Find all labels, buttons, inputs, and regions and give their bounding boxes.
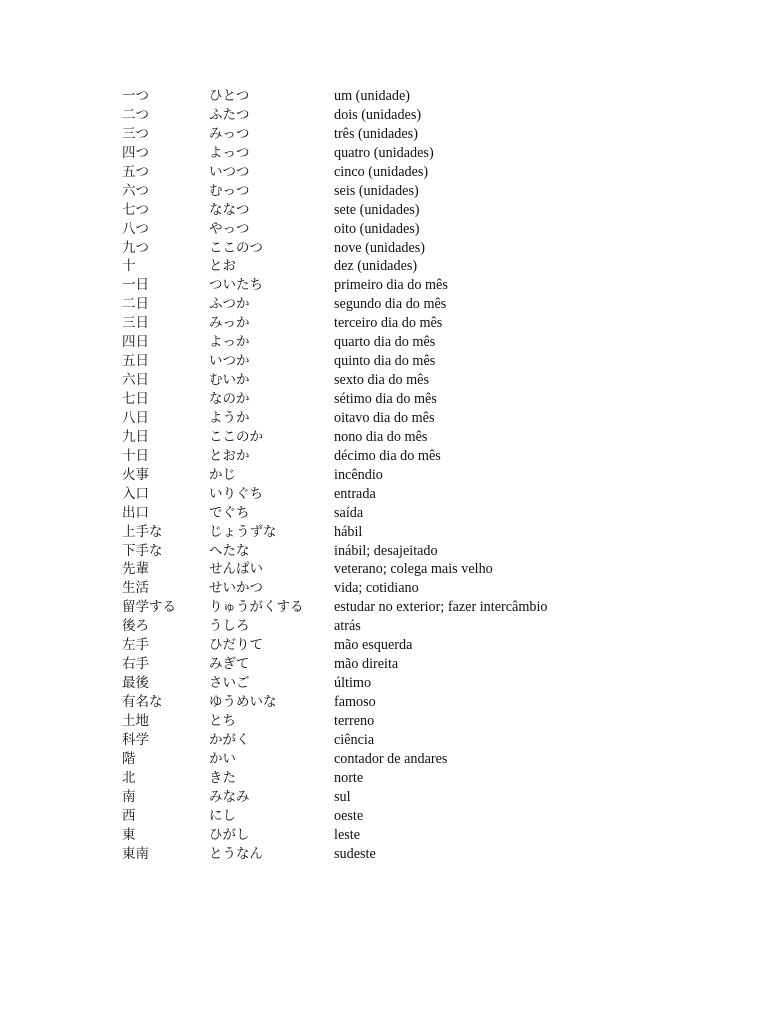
portuguese-meaning: sexto dia do mês <box>334 372 429 389</box>
kana-reading: ここのか <box>209 428 263 445</box>
portuguese-meaning: terceiro dia do mês <box>334 315 443 332</box>
vocabulary-row <box>122 617 742 636</box>
kana-reading: やっつ <box>209 220 250 237</box>
vocabulary-row <box>122 731 742 750</box>
portuguese-meaning: veterano; colega mais velho <box>334 561 493 578</box>
kanji-term: 六つ <box>122 182 149 199</box>
kana-reading: ふたつ <box>209 106 250 123</box>
kana-reading: よっつ <box>209 144 250 161</box>
kana-reading: にし <box>209 807 236 824</box>
kanji-term: 生活 <box>122 580 149 597</box>
kana-reading: ここのつ <box>209 239 263 256</box>
kanji-term: 二日 <box>122 296 149 313</box>
vocabulary-row <box>122 845 742 864</box>
vocabulary-row <box>122 750 742 769</box>
portuguese-meaning: nove (unidades) <box>334 239 426 256</box>
portuguese-meaning: oeste <box>334 807 364 824</box>
kanji-term: 十 <box>122 258 136 275</box>
portuguese-meaning: oito (unidades) <box>334 220 420 237</box>
kanji-term: 一つ <box>122 88 149 104</box>
vocabulary-row <box>122 106 742 125</box>
portuguese-meaning: hábil <box>334 523 363 540</box>
kana-reading: いつか <box>209 353 250 370</box>
vocabulary-row <box>122 144 742 163</box>
kanji-term: 二つ <box>122 106 149 123</box>
kanji-term: 土地 <box>122 712 149 729</box>
vocabulary-row <box>122 636 742 655</box>
vocabulary-list <box>122 87 742 863</box>
kanji-term: 東南 <box>122 845 149 862</box>
portuguese-meaning: décimo dia do mês <box>334 447 441 464</box>
kanji-term: 後ろ <box>122 618 149 635</box>
kanji-term: 八日 <box>122 409 149 426</box>
kanji-term: 九つ <box>122 239 149 256</box>
vocabulary-row <box>122 504 742 523</box>
portuguese-meaning: quinto dia do mês <box>334 353 436 370</box>
kanji-term: 有名な <box>122 694 163 710</box>
portuguese-meaning: um (unidade) <box>334 88 411 104</box>
kanji-term: 四日 <box>122 334 149 351</box>
portuguese-meaning: quarto dia do mês <box>334 334 436 351</box>
kana-reading: かじ <box>209 466 236 483</box>
kana-reading: さいご <box>209 675 250 692</box>
kana-reading: うしろ <box>209 618 250 635</box>
kanji-term: 左手 <box>122 637 149 654</box>
kanji-term: 階 <box>122 750 136 767</box>
kana-reading: むっつ <box>209 182 250 199</box>
vocabulary-row <box>122 428 742 447</box>
vocabulary-row <box>122 826 742 845</box>
vocabulary-row <box>122 163 742 182</box>
kana-reading: ひがし <box>209 826 250 843</box>
portuguese-meaning: famoso <box>334 694 376 710</box>
kana-reading: よっか <box>209 334 250 351</box>
vocabulary-row <box>122 257 742 276</box>
kanji-term: 三つ <box>122 125 149 142</box>
portuguese-meaning: ciência <box>334 731 375 748</box>
kana-reading: ようか <box>209 409 250 426</box>
portuguese-meaning: leste <box>334 826 360 843</box>
kanji-term: 一日 <box>122 277 149 294</box>
vocabulary-row <box>122 239 742 258</box>
kanji-term: 六日 <box>122 372 149 389</box>
vocabulary-row <box>122 276 742 295</box>
vocabulary-row <box>122 447 742 466</box>
portuguese-meaning: atrás <box>334 618 361 635</box>
kanji-term: 五つ <box>122 163 149 180</box>
portuguese-meaning: três (unidades) <box>334 125 418 142</box>
kana-reading: いつつ <box>209 163 250 180</box>
vocabulary-row <box>122 333 742 352</box>
vocabulary-row <box>122 788 742 807</box>
kanji-term: 十日 <box>122 447 149 464</box>
portuguese-meaning: estudar no exterior; fazer intercâmbio <box>334 599 548 616</box>
kanji-term: 北 <box>122 769 136 786</box>
kanji-term: 八つ <box>122 220 149 237</box>
kana-reading: かがく <box>209 731 250 748</box>
kanji-term: 下手な <box>122 542 163 559</box>
portuguese-meaning: dois (unidades) <box>334 106 422 123</box>
portuguese-meaning: sete (unidades) <box>334 201 420 218</box>
vocabulary-row <box>122 542 742 561</box>
kana-reading: へたな <box>209 542 250 559</box>
kana-reading: みぎて <box>209 656 250 673</box>
kanji-term: 最後 <box>122 675 149 692</box>
kana-reading: じょうずな <box>209 523 277 540</box>
kana-reading: ななつ <box>209 201 250 218</box>
kana-reading: せんぱい <box>209 561 263 578</box>
portuguese-meaning: primeiro dia do mês <box>334 277 448 294</box>
vocabulary-row <box>122 390 742 409</box>
vocabulary-row <box>122 523 742 542</box>
portuguese-meaning: contador de andares <box>334 750 448 767</box>
portuguese-meaning: terreno <box>334 712 375 729</box>
kana-reading: きた <box>209 769 236 786</box>
kanji-term: 上手な <box>122 523 163 540</box>
vocabulary-row <box>122 182 742 201</box>
kanji-term: 五日 <box>122 353 149 370</box>
vocabulary-row <box>122 485 742 504</box>
kana-reading: かい <box>209 750 236 767</box>
kanji-term: 東 <box>122 826 136 843</box>
portuguese-meaning: sudeste <box>334 845 376 862</box>
kanji-term: 火事 <box>122 466 149 483</box>
vocabulary-row <box>122 352 742 371</box>
kanji-term: 留学する <box>122 599 176 616</box>
kanji-term: 先輩 <box>122 561 149 578</box>
kana-reading: みなみ <box>209 788 250 805</box>
portuguese-meaning: nono dia do mês <box>334 428 428 445</box>
kanji-term: 三日 <box>122 315 149 332</box>
kanji-term: 九日 <box>122 428 149 445</box>
vocabulary-row <box>122 314 742 333</box>
vocabulary-row <box>122 712 742 731</box>
kanji-term: 西 <box>122 807 136 824</box>
kana-reading: とうなん <box>209 845 263 862</box>
vocabulary-row <box>122 674 742 693</box>
vocabulary-row <box>122 201 742 220</box>
portuguese-meaning: saída <box>334 504 364 521</box>
portuguese-meaning: mão direita <box>334 656 399 673</box>
vocabulary-row <box>122 220 742 239</box>
portuguese-meaning: último <box>334 675 372 692</box>
portuguese-meaning: dez (unidades) <box>334 258 418 275</box>
kana-reading: むいか <box>209 372 250 389</box>
vocabulary-row <box>122 655 742 674</box>
kana-reading: せいかつ <box>209 580 263 597</box>
kana-reading: ゆうめいな <box>209 694 277 710</box>
kana-reading: なのか <box>209 391 250 407</box>
kana-reading: いりぐち <box>209 485 263 502</box>
portuguese-meaning: seis (unidades) <box>334 182 419 199</box>
vocabulary-row <box>122 125 742 144</box>
kanji-term: 南 <box>122 788 136 805</box>
vocabulary-row <box>122 87 742 106</box>
kana-reading: りゅうがくする <box>209 599 304 616</box>
kana-reading: でぐち <box>209 504 250 521</box>
kanji-term: 右手 <box>122 656 149 673</box>
portuguese-meaning: incêndio <box>334 466 383 483</box>
kana-reading: ひだりて <box>209 637 263 654</box>
vocabulary-row <box>122 598 742 617</box>
kana-reading: とお <box>209 258 236 275</box>
portuguese-meaning: mão esquerda <box>334 637 413 654</box>
portuguese-meaning: quatro (unidades) <box>334 144 434 161</box>
kanji-term: 七日 <box>122 391 149 407</box>
vocabulary-row <box>122 409 742 428</box>
kanji-term: 四つ <box>122 144 149 161</box>
kanji-term: 科学 <box>122 731 149 748</box>
portuguese-meaning: cinco (unidades) <box>334 163 429 180</box>
kana-reading: ひとつ <box>209 88 250 104</box>
kana-reading: とち <box>209 712 236 729</box>
kanji-term: 入口 <box>122 485 149 502</box>
portuguese-meaning: vida; cotidiano <box>334 580 419 597</box>
vocabulary-row <box>122 769 742 788</box>
portuguese-meaning: segundo dia do mês <box>334 296 447 313</box>
vocabulary-row <box>122 579 742 598</box>
vocabulary-row <box>122 693 742 712</box>
kanji-term: 出口 <box>122 504 149 521</box>
portuguese-meaning: oitavo dia do mês <box>334 409 435 426</box>
portuguese-meaning: sul <box>334 788 351 805</box>
vocabulary-row <box>122 371 742 390</box>
portuguese-meaning: inábil; desajeitado <box>334 542 438 559</box>
portuguese-meaning: norte <box>334 769 364 786</box>
portuguese-meaning: entrada <box>334 485 376 502</box>
vocabulary-row <box>122 466 742 485</box>
kana-reading: みっか <box>209 315 250 332</box>
portuguese-meaning: sétimo dia do mês <box>334 391 437 407</box>
kana-reading: みっつ <box>209 125 250 142</box>
vocabulary-row <box>122 560 742 579</box>
vocabulary-row <box>122 807 742 826</box>
kana-reading: ついたち <box>209 277 263 294</box>
kanji-term: 七つ <box>122 201 149 218</box>
kana-reading: ふつか <box>209 296 250 313</box>
vocabulary-row <box>122 295 742 314</box>
kana-reading: とおか <box>209 447 250 464</box>
